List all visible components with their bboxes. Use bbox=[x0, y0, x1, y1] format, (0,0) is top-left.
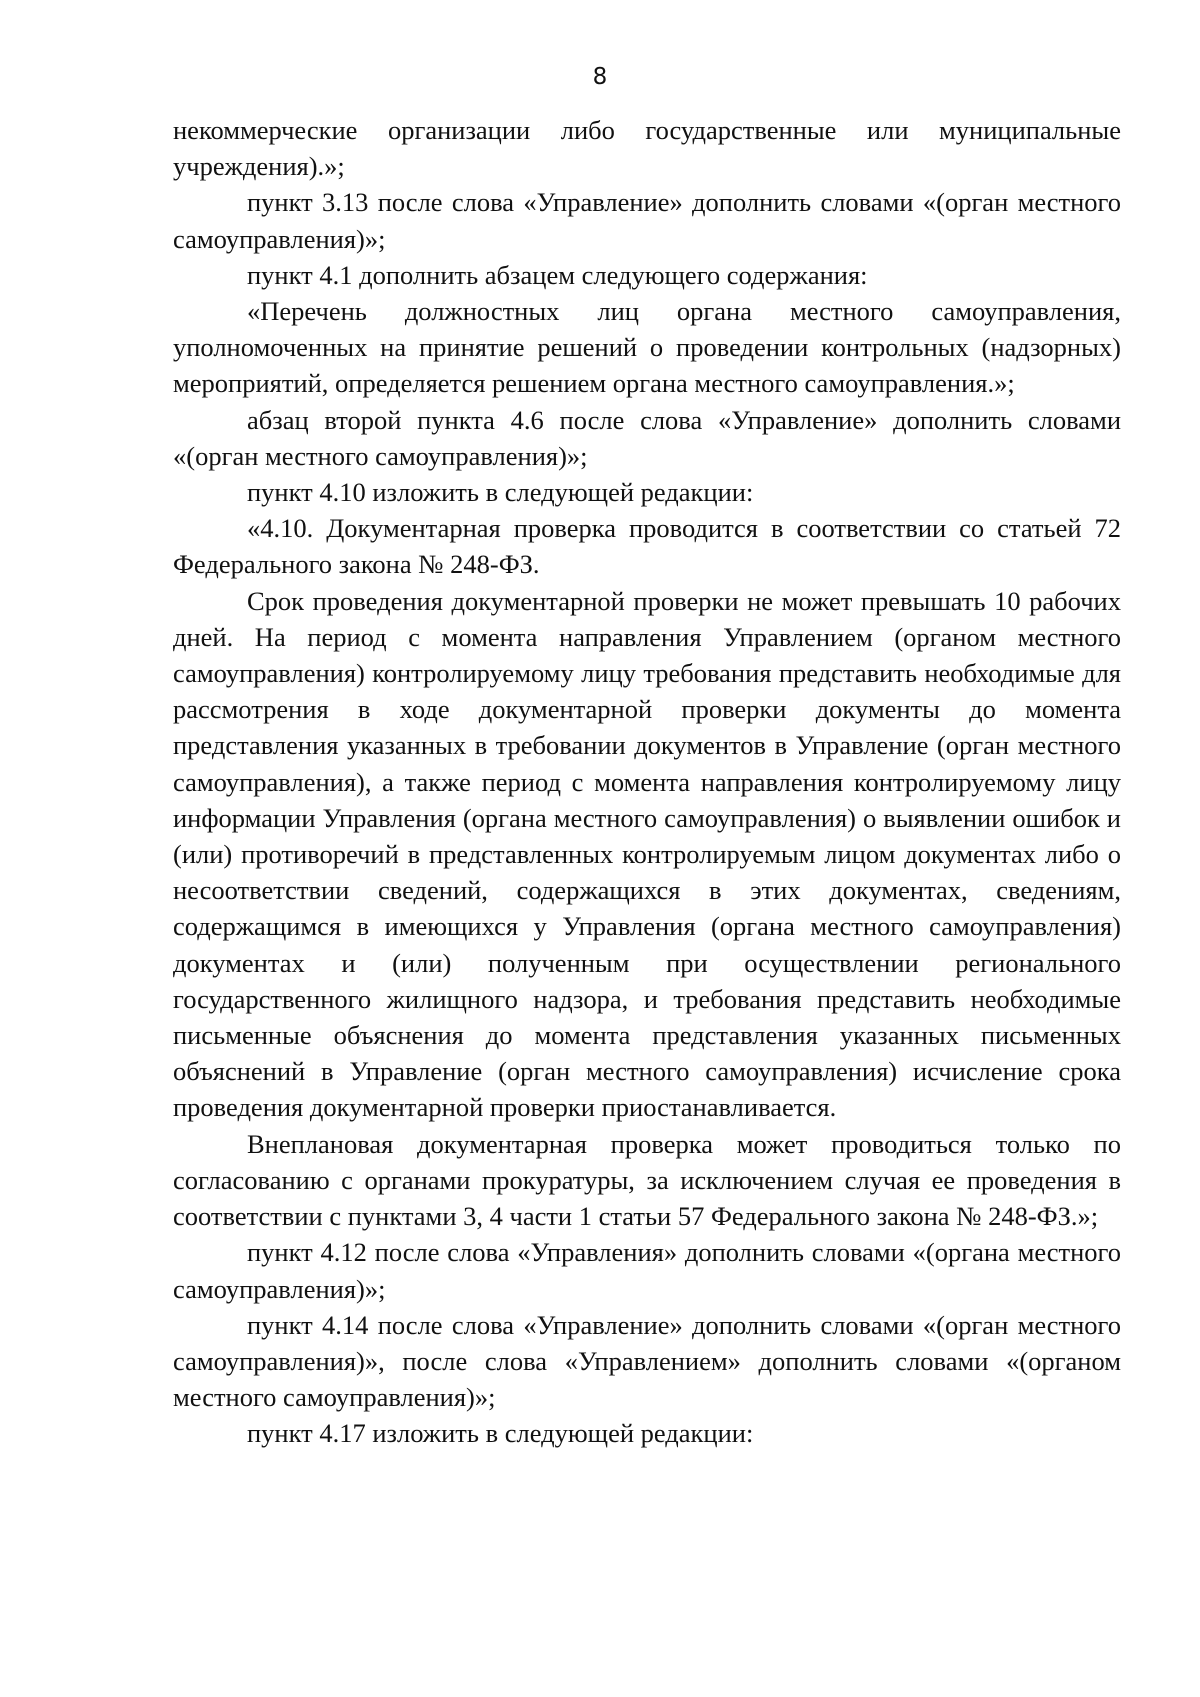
paragraph-continuation: некоммерческие организации либо государственные или муниципальные учреждения).»; bbox=[173, 115, 1121, 182]
paragraph-item-4-12: пункт 4.12 после слова «Управления» дополнить словами «(органа местного самоуправления)»; bbox=[173, 1237, 1121, 1304]
paragraph-unscheduled-inspection: Внеплановая документарная проверка может проводиться только по согласованию с органами прокуратуры, за исключением случая ее проведения в соответствии с пунктами 3, 4 части 1 статьи 57 Федерального закона № 248-ФЗ.»; bbox=[173, 1128, 1121, 1232]
paragraph-4-10-text: «4.10. Документарная проверка проводится в соответствии со статьей 72 Федерального закона № 248-ФЗ. bbox=[173, 513, 1121, 580]
paragraph-item-4-6: абзац второй пункта 4.6 после слова «Управление» дополнить словами «(орган местного самоуправления)»; bbox=[173, 404, 1121, 471]
paragraph-item-4-17: пункт 4.17 изложить в следующей редакции: bbox=[247, 1418, 754, 1449]
paragraph-officials-list: «Перечень должностных лиц органа местного самоуправления, уполномоченных на принятие решений о проведении контрольных (надзорных) мероприятий, определяется решением органа местного самоуправления.»; bbox=[173, 296, 1121, 399]
paragraph-item-4-1: пункт 4.1 дополнить абзацем следующего содержания: bbox=[247, 259, 868, 290]
paragraph-inspection-term: Срок проведения документарной проверки не может превышать 10 рабочих дней. На период с момента направления Управлением (органом местного самоуправления) контролируемому лицу требования представить необходимые для рассмотрения в ходе документарной проверки документы до момента представления указанных в требовании документов в Управление (орган местного самоуправления), а также период с момента направления контролируемому лицу информации Управления (органа местного самоуправления) о выявлении ошибок и (или) противоречий в представленных контролируемым лицом документах либо о несоответствии сведений, содержащихся в этих документах, сведениям, содержащимся в имеющихся у Управления (органа местного самоуправления) документах и (или) полученным при осуществлении регионального государственного жилищного надзора, и требования представить необходимые письменные объяснения до момента представления указанных письменных объяснений в Управление (орган местного самоуправления) исчисление срока проведения документарной проверки приостанавливается. bbox=[173, 585, 1121, 1123]
paragraph-item-3-13: пункт 3.13 после слова «Управление» дополнить словами «(орган местного самоуправления)»; bbox=[173, 187, 1121, 254]
document-body bbox=[173, 112, 1121, 1452]
paragraph-item-4-10: пункт 4.10 изложить в следующей редакции: bbox=[247, 477, 754, 508]
paragraph-item-4-14: пункт 4.14 после слова «Управление» дополнить словами «(орган местного самоуправления)», после слова «Управлением» дополнить словами «(органом местного самоуправления)»; bbox=[173, 1309, 1121, 1413]
page-number: 8 bbox=[592, 64, 608, 90]
